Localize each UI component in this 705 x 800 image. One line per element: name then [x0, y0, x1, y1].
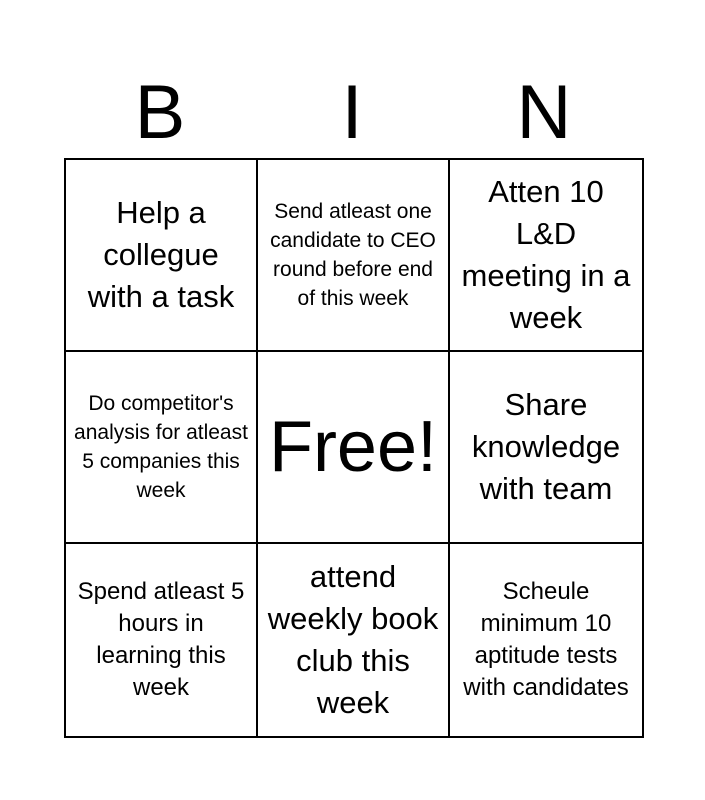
bingo-cell[interactable]: Send atleast one candidate to CEO round before end of this week	[258, 160, 450, 352]
bingo-cell[interactable]: Share knowledge with team	[450, 352, 642, 544]
header-letter-i: I	[341, 70, 363, 155]
header-letter-b: B	[134, 70, 186, 155]
bingo-cell[interactable]: attend weekly book club this week	[258, 544, 450, 736]
bingo-cell[interactable]: Spend atleast 5 hours in learning this week	[66, 544, 258, 736]
bingo-board	[64, 158, 644, 738]
header-letter-n: N	[516, 70, 572, 155]
bingo-cell[interactable]: Help a collegue with a task	[66, 160, 258, 352]
free-cell[interactable]: Free!	[258, 352, 450, 544]
bingo-cell[interactable]: Do competitor's analysis for atleast 5 companies this week	[66, 352, 258, 544]
bingo-cell[interactable]: Atten 10 L&D meeting in a week	[450, 160, 642, 352]
bingo-cell[interactable]: Scheule minimum 10 aptitude tests with candidates	[463, 578, 629, 701]
